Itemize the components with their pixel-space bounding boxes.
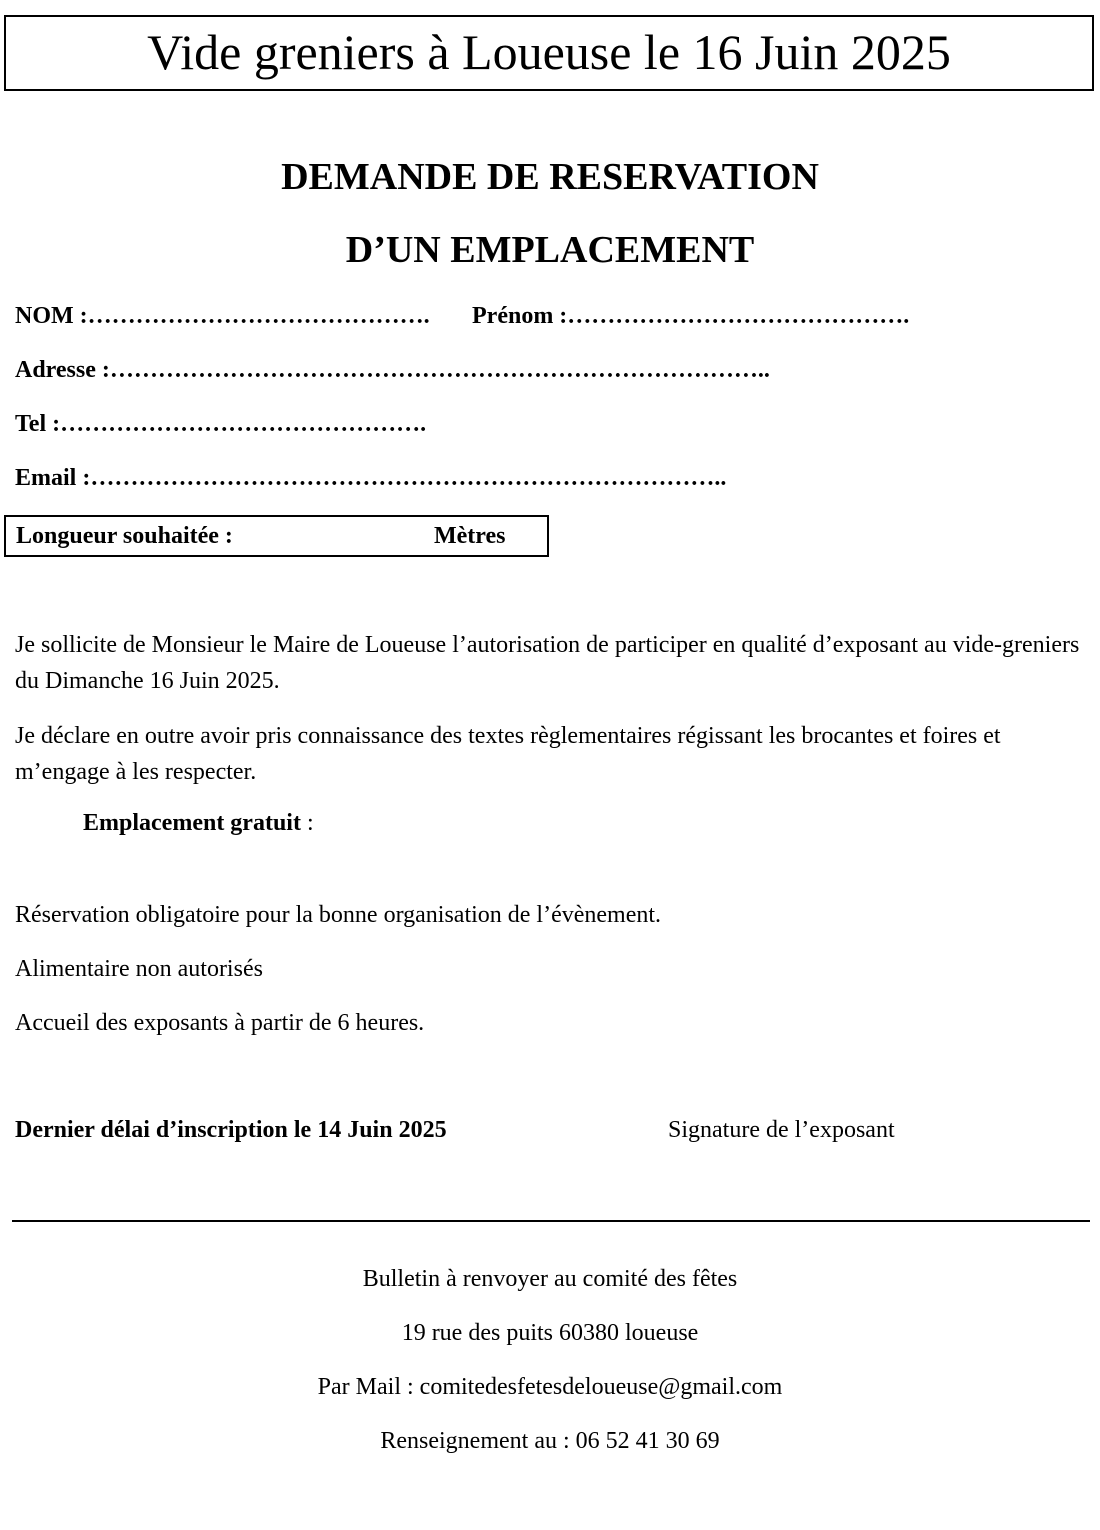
form-heading-line-1: DEMANDE DE RESERVATION (281, 156, 819, 198)
footer-address: 19 rue des puits 60380 loueuse (401, 1320, 699, 1346)
email-field[interactable]: Email :…………………………………………………………………….. (15, 465, 727, 491)
signature-label: Signature de l’exposant (668, 1117, 895, 1143)
accueil-note: Accueil des exposants à partir de 6 heures. (15, 1010, 425, 1036)
footer-phone: Renseignement au : 06 52 41 30 69 (380, 1428, 720, 1454)
emplacement-colon: : (300, 810, 314, 836)
footer-line-1: Bulletin à renvoyer au comité des fêtes (362, 1266, 738, 1292)
emplacement-line (83, 810, 314, 837)
adresse-field[interactable]: Adresse :……………………………………………………………………….. (15, 357, 770, 383)
nom-field[interactable]: NOM :……………………………………. (15, 303, 430, 329)
request-paragraph: Je sollicite de Monsieur le Maire de Loueuse l’autorisation de participer en qualité d’exposant au vide-greniers du Dimanche 16 Juin 2025. (15, 632, 1080, 694)
longueur-unit: Mètres (434, 523, 506, 549)
event-title: Vide greniers à Loueuse le 16 Juin 2025 (4, 15, 1094, 91)
tel-field[interactable]: Tel :………………………………………. (15, 411, 427, 437)
deadline-text: Dernier délai d’inscription le 14 Juin 2025 (15, 1117, 447, 1143)
declaration-paragraph: Je déclare en outre avoir pris connaissance des textes règlementaires régissant les brocantes et foires et m’engage à les respecter. (15, 723, 1001, 785)
form-heading-line-2: D’UN EMPLACEMENT (345, 229, 755, 271)
longueur-field[interactable] (4, 515, 549, 557)
reservation-note: Réservation obligatoire pour la bonne organisation de l’évènement. (15, 902, 662, 928)
emplacement-label: Emplacement gratuit (83, 810, 301, 836)
longueur-label: Longueur souhaitée : (16, 523, 233, 549)
footer-email: Par Mail : comitedesfetesdeloueuse@gmail.com (317, 1374, 783, 1400)
footer-divider (12, 1220, 1090, 1222)
alimentaire-note: Alimentaire non autorisés (15, 956, 263, 982)
prenom-field[interactable]: Prénom :……………………………………. (472, 303, 910, 329)
